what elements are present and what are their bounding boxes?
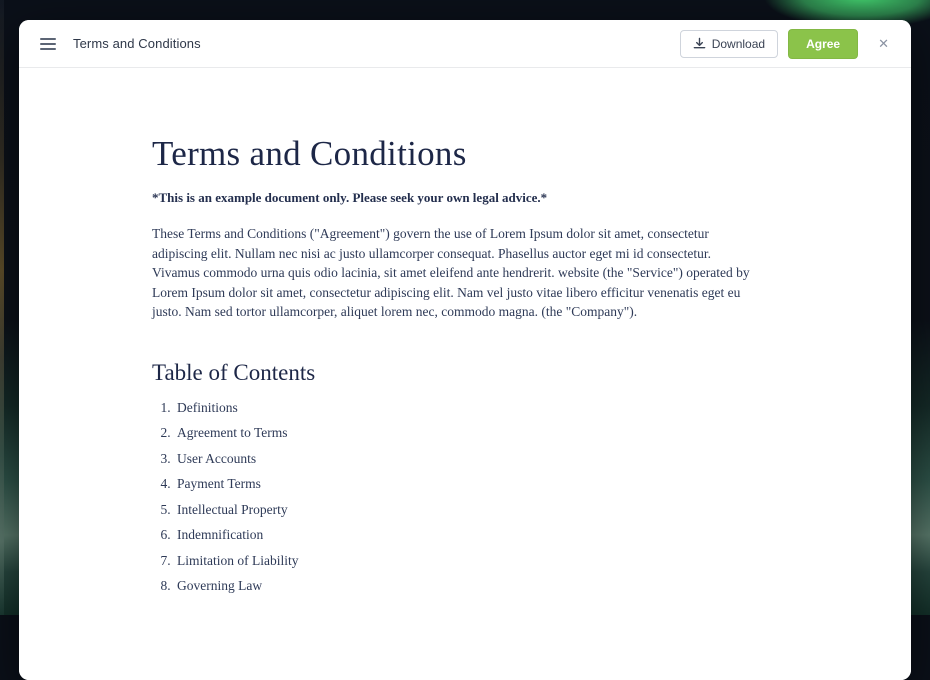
document-scroll-area[interactable] xyxy=(19,68,911,680)
modal-header xyxy=(19,20,911,68)
download-icon xyxy=(693,37,706,50)
modal-title: Terms and Conditions xyxy=(73,36,201,51)
background-edge-strip xyxy=(0,0,4,615)
document-disclaimer: *This is an example document only. Please seek your own legal advice.* xyxy=(152,190,548,205)
close-button[interactable] xyxy=(872,33,895,54)
agree-button[interactable]: Agree xyxy=(788,29,858,59)
toc-item-governing-law: 8. Governing Law xyxy=(174,578,754,594)
toc-item-agreement-to-terms: 2. Agreement to Terms xyxy=(174,425,754,441)
download-button[interactable] xyxy=(680,30,778,58)
terms-modal xyxy=(19,20,911,680)
toc-item-user-accounts: 3. User Accounts xyxy=(174,451,754,467)
document-title: Terms and Conditions xyxy=(152,134,467,173)
menu-button[interactable] xyxy=(33,32,63,56)
toc-item-intellectual-property: 5. Intellectual Property xyxy=(174,502,754,518)
document-intro-paragraph: These Terms and Conditions ("Agreement") govern the use of Lorem Ipsum dolor sit amet, consectetur adipiscing elit. Nullam nec nisi ac justo ullamcorper consequat. Phasellus auctor eget mi id consectetur. Vivamus commodo urna quis odio lacinia, sit amet eleifend ante hendrerit. website (the "Service") operated by Lorem Ipsum dolor sit amet, consectetur adipiscing elit. Nam vel justo vitae libero efficitur venenatis eget eu justo. Nam sed tortor ullamcorper, aliquet lorem nec, commodo magna. (the "Company"). xyxy=(152,226,750,319)
download-button-label: Download xyxy=(711,36,766,51)
toc-item-payment-terms: 4. Payment Terms xyxy=(174,476,754,492)
header-actions xyxy=(680,29,895,59)
hamburger-icon xyxy=(40,38,56,40)
close-icon: ✕ xyxy=(878,36,889,51)
toc-list xyxy=(152,400,754,595)
toc-heading: Table of Contents xyxy=(152,359,316,385)
toc-item-indemnification: 6. Indemnification xyxy=(174,527,754,543)
toc-item-limitation-of-liability: 7. Limitation of Liability xyxy=(174,553,754,569)
toc-item-definitions: 1. Definitions xyxy=(174,400,754,416)
document-content xyxy=(152,134,754,594)
